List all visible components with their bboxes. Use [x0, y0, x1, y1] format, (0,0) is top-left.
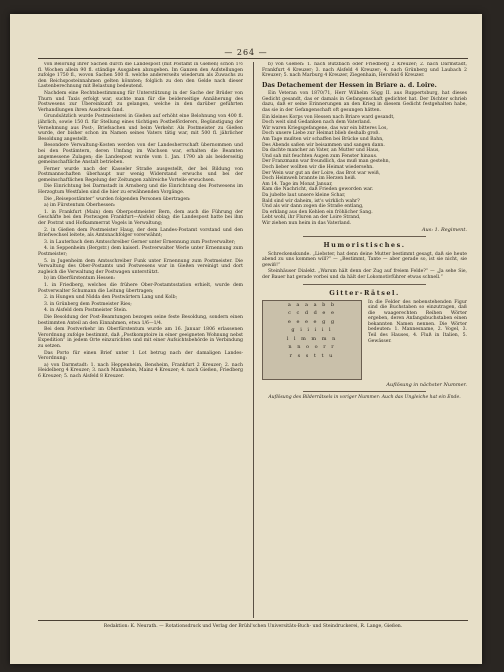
- column-divider: [253, 62, 254, 618]
- puzzle-grid-row: l l m m m n: [286, 335, 338, 342]
- paragraph: 4. in Alsfeld dem Postmeister Stein.: [44, 308, 128, 314]
- poem-line: Doch unsere Liebe zur Heimat blieb deshalb groß.: [262, 131, 380, 137]
- paragraph: Nachdem eine Rechtsbestimmung für Unterstützung in der Sache der Brüder von Thurn und Taxis erfolgt war, suchte man für die beiderseitige Annäherung des Postwesens zur Übereinkunft zu gelangen, welche in den darüber geführten Verhandlungen ihren Ausdruck fand.: [38, 90, 243, 113]
- poem-line: Kam die Nachricht, daß Frieden geworden war.: [262, 187, 374, 193]
- puzzle-grid-row: n n o o r r: [288, 344, 336, 351]
- poem-line: Der Wein war gut an der Loire, das Brot war weiß,: [262, 170, 381, 176]
- paragraph: 1. in Frankfurt (Main) dem Oberpostmeister Bern, dem auch die Führung der Geschäfte bei den Postwagen Frankfurt—Alsfeld oblag; die Landespost hatte bei ihm der Postrat und Hofkammerrat Vogels in Verwaltung;: [38, 209, 243, 227]
- paragraph: Die Einrichtung bei Darmstadt in Arnsberg und die Einrichtung des Postwesens im Herzogtum Westfalen sind die hier zu erwähnenden Vorgänge.: [38, 184, 243, 196]
- paragraph: Schreckenskunde. „Liebster, hat denn deine Mutter bestimmt gesagt, daß sie heute abend zu uns kommen will?“ — „Bestimmt, Tante — aber gerade so, ist sie nicht, sie gewiß!“: [262, 251, 467, 268]
- section-separator: [303, 236, 426, 237]
- poem-line: Und als wir dann zogen die Straße entlang,: [262, 204, 364, 210]
- paragraph: Die „Reisepostämter“ wurden folgenden Personen übertragen:: [44, 196, 191, 202]
- puzzle-grid-row: e e e e g g: [287, 318, 337, 325]
- imprint-footer: Redaktion: K. Neurath. — Rotationsdruck und Verlag der Brühl'schen Universitäts-Buch- und Steindruckerei, R. Lange, Gießen.: [103, 624, 403, 629]
- paragraph: 2. in Hungen und Nidda den Postwärtern Lang und Kolb;: [44, 295, 178, 301]
- left-column: [38, 62, 243, 618]
- paragraph: 2. in Gießen dem Postmeister Haug, der dem Landes-Postamt vorstand und den Briefwechsel leitete, als Amtsnachfolger vorerwähnt;: [38, 227, 243, 239]
- paragraph: Ferner wurde nach der Kasseler Straße ausgestellt, der bei Bildung von Postmannschaften überhaupt nur wenig Widerstand erwuchs und bei der gemeinschaftlichen Regelung der Zeitungen zahlreiche Vorteile erwuchsen.: [38, 166, 243, 183]
- article-heading: Das Detachement der Hessen in Briare a. d. Loire.: [262, 81, 437, 89]
- section-separator: [303, 391, 426, 392]
- paragraph: b) im Oberfürstentum Hessen:: [44, 276, 116, 282]
- poem-line: Da erklang aus den Kehlen ein fröhlicher Sang.: [262, 209, 373, 215]
- poem-line: Da dachte mancher an Vater, an Mutter und Haus,: [262, 148, 380, 154]
- puzzle-text: In die Felder des nebenstehenden Figur sind die Buchstaben so einzutragen, daß die waagerechten Reihen Wörter ergeben, deren Anfangsbuchstaben einen bekannten Namen nennen. Die Wörter bedeuten: 1. Mannesname, 2. Vogel, 3. Teil des Hauses, 4. Fluß in Italien, 5. Gewässer.: [368, 299, 467, 344]
- paragraph: Besondere Verwaltung-Kosten werden von der Landesherrschaft übernommen und bei den Postämtern, deren Umfang im Wachsen war, erhalten die Beamten angemessene Zulagen; die Landespost wurde vom 1. Jan. 1790 ab als beiderseitig gemeinschaftliche Anstalt betrieben.: [38, 143, 243, 166]
- humor-title: Humoristisches.: [323, 240, 406, 249]
- paragraph: 1. in Friedberg, welches die frühere Ober-Postamtsstation erhielt, wurde dem Postverwalter Schumann die Leitung übertragen;: [38, 282, 243, 294]
- paragraph: 4. in Seppenheim (Bergstr.) dem kaiserl. Postverwalter Werle unter Ernennung zum Postmeister;: [38, 246, 243, 257]
- puzzle-grid-row: g i i i i l: [291, 327, 333, 334]
- paragraph: a) im Fürstentum Oberhessen:: [44, 203, 116, 209]
- paragraph: Bei dem Postverkehr im Oberfürstentum wurde am 16. Januar 1806 erlassenen Verordnung zufolge bestimmt, daß „Postkomptoire in einer geeigneten Wohnung nebst Expedition“ in jedem Orte einzurichten und mit einer Aufsichtsbehörde in Verbindung zu setzen.: [38, 327, 243, 349]
- poem-line: Ein kleines Korps von Hessen nach Briare ward gesandt,: [262, 114, 395, 120]
- section-separator: [303, 284, 426, 285]
- puzzle-grid-row: r s s t t u: [289, 353, 335, 360]
- paragraph: Das Porto für einen Brief unter 1 Lot betrug nach der damaligen Landes-Verordnung:: [38, 350, 243, 362]
- paragraph: Grundsätzlich wurde Postmeisterei in Gießen auf erhöht eine Belohnung von 400 fl. jährlich, sowie 150 fl. für Stellung eines tüchtigen Postbeförderers, Begünstigung der Vernehmung aus Post-, Briefsachen und beim Verkehr. Als Postmeister zu Gießen wurde, der bisher schon im Namen seines Vaters tätig war, mit 500 fl. jährlicher Besoldung angestellt.: [38, 114, 243, 142]
- poem: [262, 115, 467, 227]
- paragraph: a) von Darmstadt: 1. nach Heppenheim, Bensheim, Frankfurt 2 Kreuzer; 2. nach Heidelberg 4 Kreuzer; 3. nach Mannheim, Mainz 4 Kreuzer; 4. nach Gießen, Friedberg 6 Kreuzer; 5. nach Alsfeld 8 Kreuzer.: [38, 362, 243, 379]
- newspaper-page: [10, 14, 482, 664]
- puzzle-grid: [262, 300, 362, 380]
- poem-line: Lebt wohl, ihr Fluren an der Loire Strand,: [262, 215, 361, 221]
- puzzle-title: Gitter-Rätsel.: [329, 288, 400, 297]
- paragraph: b) von Gießen: 1. nach Butzbach oder Friedberg 2 Kreuzer; 2. nach Darmstadt, Frankfurt 4 Kreuzer; 3. nach Alsfeld 4 Kreuzer; 4. nach Grünberg und Laubach 2 Kreuzer; 5. nach Marburg 4 Kreuzer, Ziegenhain, Hersfeld 6 Kreuzer.: [262, 62, 467, 79]
- paragraph: 3. in Grünberg dem Postmeister Ries;: [44, 301, 132, 307]
- poem-line: Bald sind wir daheim, ist's wirklich wahr?: [262, 198, 360, 204]
- paragraph: 5. in Jugenheim dem Amtsschreiber Funk unter Ernennung zum Postmeister. Die Verwaltung des Ober-Postamts und Postwesens war in Gießen vereinigt und dort zugleich die Verwaltung der Postwagen unterstützt.: [38, 258, 243, 275]
- poem-line: Und sah mit feuchten Augen zum Fenster hinaus.: [262, 153, 378, 159]
- puzzle-grid-row: c c d d e e: [288, 310, 336, 317]
- poem-signature: Aus: 1. Regiment.: [421, 226, 467, 233]
- puzzle-grid-row: a a a a b b: [287, 301, 337, 308]
- paragraph: Steinhäuser Dialekt. „Warum hält denn der Zug auf freiem Felde?“ — „Ja sehe Sie, der Bauer hat gerade vorbei und da hält der Lokomotivführer etwas schnell.“: [262, 269, 467, 280]
- poem-line: Des Abends saßen wir beisammen und sangen dann.: [262, 142, 385, 148]
- bottom-rule: [38, 620, 468, 621]
- poem-line: Da jubelte laut unsere kleine Schar,: [262, 192, 346, 198]
- page-number: — 264 —: [224, 48, 268, 57]
- poem-line: Am Tage mußten wir schaffen bei Brücke und Bahn,: [262, 137, 384, 143]
- puzzle-signature: Auflösung in nächster Nummer.: [386, 381, 467, 388]
- right-column: [262, 62, 467, 618]
- poem-line: Doch Heimweh brannte im Herzen heiß.: [262, 176, 357, 182]
- poem-line: Doch weit sind Gedanken nach dem Vaterland.: [262, 120, 372, 126]
- paragraph: Ein Veteran von 1870/71, Herr Wilhelm Sögg II. aus Ruppertsburg, hat dieses Gedicht gesandt, das er damals in Gefangenschaft gedichtet hat. Der Dichter schrieb dazu, daß er seine Erinnerungen an den Krieg in diesem Gedicht festgehalten habe, das sie in der Gefangenschaft oft gesungen hätten.: [262, 91, 467, 114]
- solution-line: Auflösung des Bilderrätsels in voriger Nummer: Auch das Ungleiche hat ein Ende.: [268, 394, 461, 400]
- poem-line: Wir ziehen nun heim in das Vaterland.: [262, 220, 352, 226]
- paragraph: von Belörung ihrer Sachen durch die Landespost (mit Postamt in Gießen) schon 1½ fl. Wochen allein 90 fl. ständige Ausgaben abzugeben. Im Ganzen den Aufstellungen zufolge 1750 fl., wovon Sachen 500 fl. welche andererseits wiederum als Zuwachs zu den Reichsposteinnahmen gelten könnten; folglich zu den den Gelde nach dieser Lastenberechnung mit Belastung bedeutend.: [38, 62, 243, 90]
- poem-line: Wir waren Kriegsgefangene, das war ein bitteres Los,: [262, 125, 388, 131]
- poem-line: Am 14. Tage im Monat Januar,: [262, 181, 333, 187]
- poem-line: Der Franzmann war freundlich, das muß man gestehn,: [262, 159, 391, 165]
- paragraph: 3. in Lauterbach dem Amtsschreiber Gerner unter Ernennung zum Postverwalter;: [44, 239, 236, 245]
- paragraph: Die Besoldung der Post-Beamtungen bezogen seine feste Besoldung, sondern einen bestimmten Anteil an den Einnahmen, etwa 1/6—1/4.: [38, 314, 243, 326]
- poem-line: Doch lieber wollten wir die Heimat wiedersehn.: [262, 165, 374, 170]
- top-rule: [38, 58, 468, 59]
